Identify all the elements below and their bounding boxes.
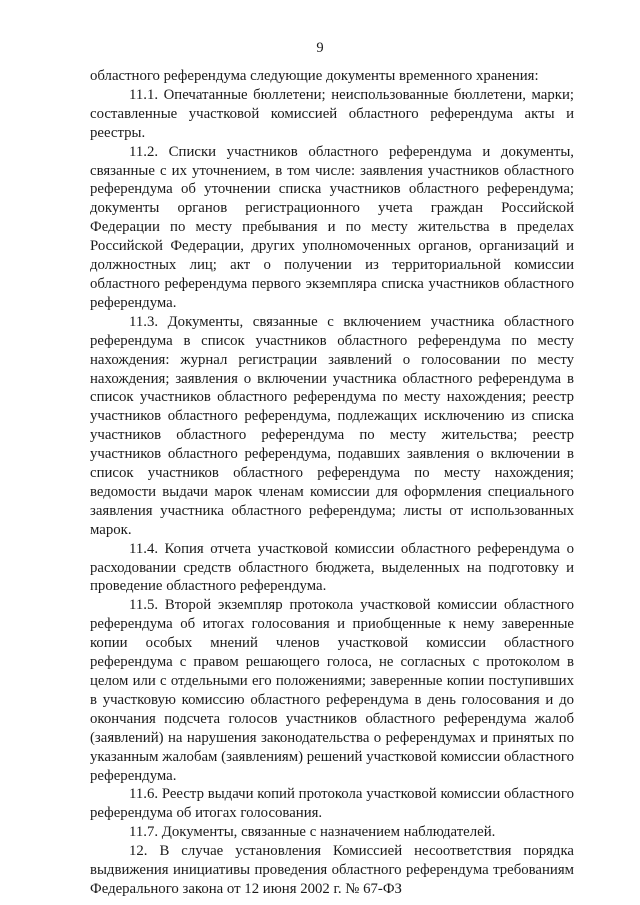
paragraph-11-5: 11.5. Второй экземпляр протокола участковой комиссии областного референдума об итогах голосования и приобщенные к нему заверенные копии особых мнений членов участковой комиссии областного референдума с правом решающего голоса, не согласных с протоколом в целом или с отдельными его положениями; заверенные копии поступивших в участковую комиссию областного референдума в день голосования и до окончания подсчета голосов участников областного референдума жалоб (заявлений) на нарушения законодательства о референдумах и принятых по указанным жалобам (заявлениям) решений участковой комиссии областного референдума. <box>90 597 574 784</box>
paragraph-lead: областного референдума следующие документы временного хранения: <box>90 68 539 84</box>
document-body <box>90 67 574 899</box>
paragraph-11-6: 11.6. Реестр выдачи копий протокола участковой комиссии областного референдума об итогах голосования. <box>90 786 574 822</box>
paragraph-11-2: 11.2. Списки участников областного референдума и документы, связанные с их уточнением, в том числе: заявления участников областного референдума об уточнении списка участников областного референдума; документы органов регистрационного учета граждан Российской Федерации по месту пребывания и по месту жительства в пределах Российской Федерации, других уполномоченных органов, организаций и должностных лиц; акт о получении из территориальной комиссии областного референдума первого экземпляра списка участников областного референдума. <box>90 143 574 311</box>
paragraph-12: 12. В случае установления Комиссией несоответствия порядка выдвижения инициативы проведения областного референдума требованиям Федерального закона от 12 июня 2002 г. № 67-ФЗ <box>90 843 574 897</box>
paragraph-11-1: 11.1. Опечатанные бюллетени; неиспользованные бюллетени, марки; составленные участковой комиссией областного референдума акты и реестры. <box>90 86 574 141</box>
page-number: 9 <box>316 40 324 56</box>
paragraph-11-3: 11.3. Документы, связанные с включением участника областного референдума в список участников областного референдума по месту нахождения: журнал регистрации заявлений о голосовании по месту нахождения; заявления о включении участника областного референдума в список участников областного референдума по месту нахождения; реестр участников областного референдума, подлежащих исключению из списка участников областного референдума по месту жительства; реестр участников областного референдума, подавших заявления о включении в список участников областного референдума по месту нахождения; ведомости выдачи марок членам комиссии для оформления специального заявления участника областного референдума; листы от использованных марок. <box>90 313 574 538</box>
paragraph-11-4: 11.4. Копия отчета участковой комиссии областного референдума о расходовании средств областного бюджета, выделенных на подготовку и проведение областного референдума. <box>90 540 574 595</box>
paragraph-11-7: 11.7. Документы, связанные с назначением наблюдателей. <box>129 824 496 841</box>
